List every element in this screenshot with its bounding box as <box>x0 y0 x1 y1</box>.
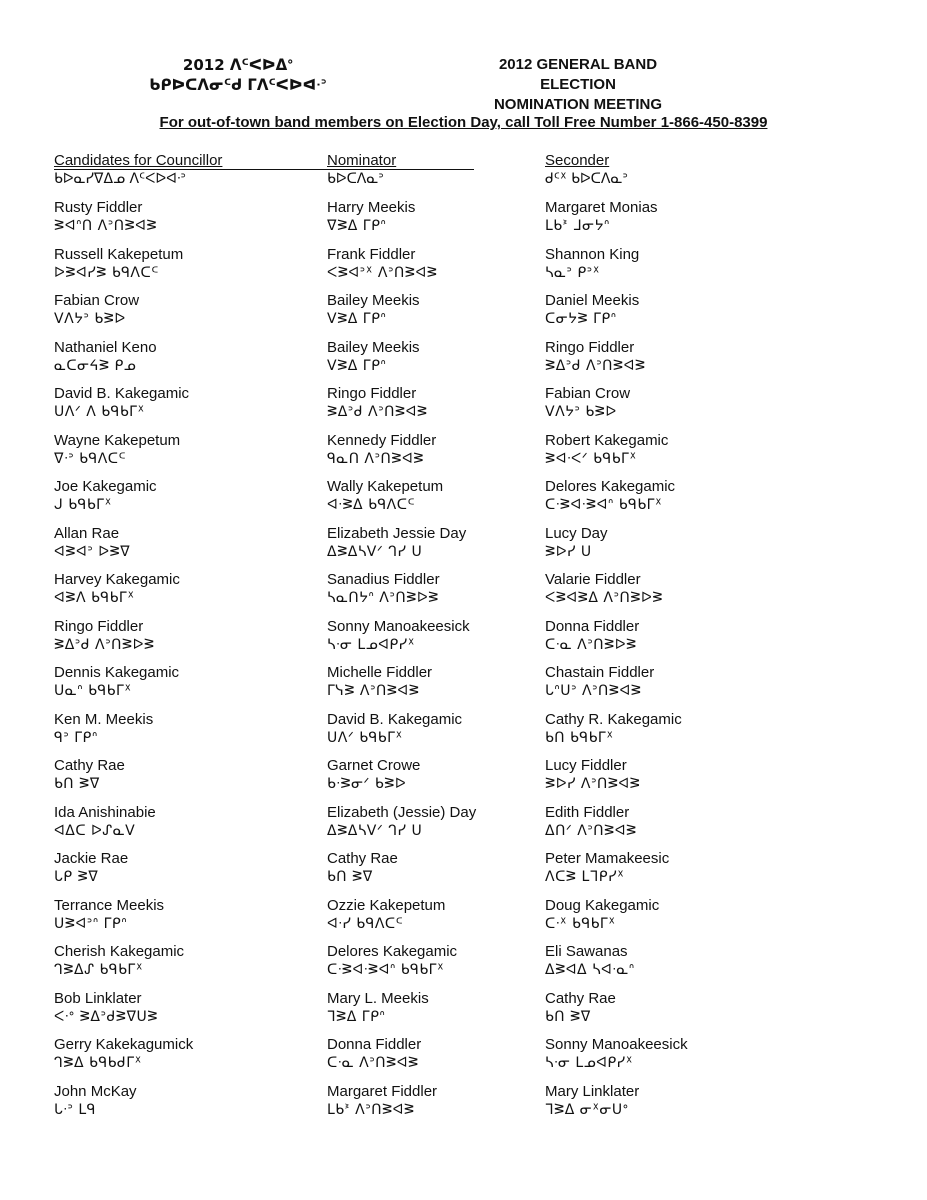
seconder-name-syllabic: ᑲᑎ ᑲᑫᑲᒥᕽ <box>545 729 614 746</box>
seconder-cell <box>545 571 663 607</box>
seconder-name: Eli Sawanas <box>545 943 628 960</box>
table-row <box>0 199 927 246</box>
nominator-name-syllabic: ᑕᐧᕒᐊᐧᕒᐊᐢ ᑲᑫᑲᒥᕽ <box>327 962 445 978</box>
candidate-name-syllabic: ᐁᐧᐣ ᑲᑫᐱᑕᒼ <box>54 450 127 467</box>
candidate-name: Gerry Kakekagumick <box>54 1036 194 1053</box>
seconder-name: Ringo Fiddler <box>545 338 635 356</box>
candidate-cell <box>54 897 164 933</box>
header-syllabic <box>118 55 358 95</box>
candidate-name-syllabic: ᐯᐱᔭᐣ ᑲᕒᐅ <box>54 311 126 327</box>
candidate-name-syllabic: ᒉᕒᐃ ᑲᑫᑲᑯᒥᕽ <box>54 1055 142 1071</box>
nominator-cell <box>327 850 398 886</box>
candidate-name: Ida Anishinabie <box>54 803 156 821</box>
candidate-name-syllabic: ᑌᕒᐊᐣᐢ ᒥᑭᐢ <box>54 915 128 932</box>
seconder-cell <box>545 990 616 1026</box>
nominator-cell <box>327 478 443 514</box>
seconder-name-syllabic: ᐸᕒᐊᕒᐃ ᐱᐣᑎᕒᐅᕒ <box>545 590 663 606</box>
candidate-cell <box>54 525 130 561</box>
seconder-cell <box>545 292 639 328</box>
table-row <box>0 804 927 851</box>
candidate-name-syllabic: ᑌᓇᐢ ᑲᑫᑲᒥᕽ <box>54 683 132 699</box>
candidate-name: Wayne Kakepetum <box>54 431 181 449</box>
nominator-name-syllabic: ᑕᐧᓇ ᐱᐣᑎᕒᐊᕒ <box>327 1055 419 1071</box>
seconder-name: Peter Mamakeesic <box>545 850 670 867</box>
candidate-name-syllabic: ᑲᑎ ᕒᐁ <box>54 776 100 792</box>
table-row <box>0 525 927 572</box>
table-row <box>0 1036 927 1083</box>
nominator-name: Sonny Manoakeesick <box>327 617 470 635</box>
seconder-cell <box>545 1036 688 1072</box>
nominator-name: Ozzie Kakepetum <box>327 896 446 914</box>
table-row <box>0 711 927 758</box>
candidate-name-syllabic: ᒉᕒᐃᔑ ᑲᑫᑲᒥᕽ <box>54 962 143 978</box>
candidate-name: Harvey Kakegamic <box>54 571 180 588</box>
nominator-cell <box>327 804 476 840</box>
seconder-name-syllabic: ᒐᐢᑌᐣ ᐱᐣᑎᕒᐊᕒ <box>545 683 642 699</box>
seconder-cell <box>545 199 658 235</box>
candidate-cell <box>54 571 180 607</box>
seconder-name-syllabic: ᕒᐅᓯ ᑌ <box>545 543 592 560</box>
nominator-cell <box>327 292 420 328</box>
seconder-name: Chastain Fiddler <box>545 664 655 681</box>
column-header-seconder-syl: ᑯᑦᕽ ᑲᐅᑕᐱᓇᐣ <box>545 171 628 187</box>
seconder-name: Shannon King <box>545 245 640 263</box>
candidate-name-syllabic: ᐸᐧᐤ ᕒᐃᐣᑯᕒᐁᑌᕒ <box>54 1008 159 1025</box>
nominator-cell <box>327 246 437 282</box>
candidate-cell <box>54 850 128 886</box>
seconder-name: Robert Kakegamic <box>545 431 669 449</box>
candidate-cell <box>54 757 125 793</box>
candidate-cell <box>54 339 157 375</box>
table-row <box>0 757 927 804</box>
candidate-name-syllabic: ᒐᑭ ᕒᐁ <box>54 869 99 885</box>
candidate-name-syllabic: ᐊᕒᐊᐣ ᐅᕒᐁ <box>54 543 131 560</box>
column-header-seconder <box>545 152 628 188</box>
header-syllabic-line1: 2012 ᐱᑦᐸᐅᐃᐤ <box>182 56 294 74</box>
nominator-name: Frank Fiddler <box>327 245 416 263</box>
nominator-name: Bailey Meekis <box>327 292 420 309</box>
seconder-name-syllabic: ᕒᐅᓯ ᐱᐣᑎᕒᐊᕒ <box>545 776 641 792</box>
seconder-name-syllabic: ᕒᐊᐧᐸᐟ ᑲᑫᑲᒥᕽ <box>545 450 637 467</box>
seconder-name: Edith Fiddler <box>545 803 630 821</box>
header-english <box>462 55 694 115</box>
seconder-name: Fabian Crow <box>545 385 631 402</box>
nominator-name: Mary L. Meekis <box>327 989 429 1007</box>
candidate-name: Russell Kakepetum <box>54 245 184 263</box>
nominator-name: Elizabeth Jessie Day <box>327 524 467 542</box>
seconder-cell <box>545 1083 639 1119</box>
candidate-name: Joe Kakegamic <box>54 478 157 495</box>
nominator-cell <box>327 571 440 607</box>
candidate-cell <box>54 432 180 468</box>
seconder-cell <box>545 804 637 840</box>
seconder-cell <box>545 757 640 793</box>
table-row <box>0 943 927 990</box>
seconder-name-syllabic: ᕒᐃᐣᑯ ᐱᐣᑎᕒᐊᕒ <box>545 357 646 374</box>
nominator-cell <box>327 199 415 235</box>
seconder-cell <box>545 339 646 375</box>
seconder-name-syllabic: ᑕᐧᕽ ᑲᑫᑲᒥᕽ <box>545 915 616 932</box>
candidate-cell <box>54 1083 137 1119</box>
seconder-name: Delores Kakegamic <box>545 478 676 495</box>
nominator-name-syllabic: ᑲᐧᕒᓂᐟ ᑲᕒᐅ <box>327 776 407 792</box>
nominator-name-syllabic: ᐃᕒᐃᓴᐯᐟ ᒉᓯ ᑌ <box>327 543 423 560</box>
column-header-nominator-en: Nominator <box>327 152 397 169</box>
seconder-name: Doug Kakegamic <box>545 896 660 914</box>
nominator-name: Delores Kakegamic <box>327 943 458 960</box>
nominator-name: Sanadius Fiddler <box>327 571 440 588</box>
seconder-name: Margaret Monias <box>545 199 658 216</box>
candidate-cell <box>54 711 153 747</box>
candidate-cell <box>54 804 156 840</box>
seconder-name: Cathy R. Kakegamic <box>545 710 682 728</box>
column-header-seconder-en: Seconder <box>545 152 610 169</box>
nominator-name: Elizabeth (Jessie) Day <box>327 803 477 821</box>
nominator-cell <box>327 1036 421 1072</box>
header-divider <box>54 169 474 170</box>
table-row <box>0 478 927 525</box>
table-row <box>0 664 927 711</box>
header-title: 2012 GENERAL BAND ELECTION <box>498 56 658 93</box>
candidate-name-syllabic: ᐊᐃᑕ ᐅᔑᓇᐯ <box>54 822 136 839</box>
candidate-name: Dennis Kakegamic <box>54 664 180 681</box>
candidate-name: Jackie Rae <box>54 850 129 867</box>
table-row <box>0 897 927 944</box>
candidate-cell <box>54 199 157 235</box>
seconder-name: Lucy Day <box>545 524 608 542</box>
seconder-name-syllabic: ᒣᕒᐃ ᓂᕽᓂᑌᐤ <box>545 1101 629 1118</box>
nominator-cell <box>327 711 462 747</box>
seconder-cell <box>545 897 659 933</box>
candidate-name-syllabic: ᑌᐱᐟ ᐱ ᑲᑫᑲᒥᕽ <box>54 404 145 420</box>
candidate-name: Allan Rae <box>54 524 120 542</box>
column-header-nominator-syl: ᑲᐅᑕᐱᓇᐣ <box>327 171 384 187</box>
nominator-cell <box>327 757 420 793</box>
nominator-name-syllabic: ᑌᐱᐟ ᑲᑫᑲᒥᕽ <box>327 729 403 746</box>
nominator-name: Michelle Fiddler <box>327 664 433 681</box>
nominator-cell <box>327 525 466 561</box>
nominator-cell <box>327 664 432 700</box>
table-row <box>0 339 927 386</box>
nominator-name: Kennedy Fiddler <box>327 431 437 449</box>
seconder-cell <box>545 618 639 654</box>
header-syllabic-line2: ᑲᑭᐅᑕᐱᓂᑦᑯ ᒥᐱᑦᐸᐅᐊᐧᐣ <box>149 76 327 94</box>
candidate-name: Ringo Fiddler <box>54 617 144 635</box>
candidate-name: Cherish Kakegamic <box>54 943 185 960</box>
seconder-name-syllabic: ᓴᐧᓂ ᒪᓄᐊᑭᓯᕽ <box>545 1055 633 1071</box>
seconder-cell <box>545 850 669 886</box>
candidate-name-syllabic: ᑫᐣ ᒥᑭᐢ <box>54 729 98 746</box>
seconder-cell <box>545 478 675 514</box>
candidate-cell <box>54 664 179 700</box>
nominator-cell <box>327 990 429 1026</box>
nominator-cell <box>327 943 457 979</box>
nominator-name: Harry Meekis <box>327 199 416 216</box>
candidate-name-syllabic: ᐊᕒᐱ ᑲᑫᑲᒥᕽ <box>54 590 135 606</box>
seconder-cell <box>545 525 608 561</box>
column-header-nominator <box>327 152 396 188</box>
nominator-cell <box>327 897 445 933</box>
nominator-name: Bailey Meekis <box>327 338 420 356</box>
nominator-name: David B. Kakegamic <box>327 710 463 728</box>
candidate-name: Rusty Fiddler <box>54 199 143 216</box>
nominator-name-syllabic: ᐊᐧᓯ ᑲᑫᐱᑕᒼ <box>327 915 404 932</box>
table-row <box>0 618 927 665</box>
nominator-name-syllabic: ᐸᕒᐊᐣᕽ ᐱᐣᑎᕒᐊᕒ <box>327 264 438 281</box>
seconder-name-syllabic: ᐃᕒᐊᐃ ᓴᐊᐧᓇᐢ <box>545 962 635 978</box>
nominator-name: Wally Kakepetum <box>327 478 444 495</box>
seconder-cell <box>545 385 630 421</box>
nominator-cell <box>327 618 470 654</box>
nominator-name-syllabic: ᑫᓇᑎ ᐱᐣᑎᕒᐊᕒ <box>327 450 424 467</box>
candidate-name: John McKay <box>54 1082 137 1100</box>
nominator-name-syllabic: ᐃᕒᐃᓴᐯᐟ ᒉᓯ ᑌ <box>327 822 423 839</box>
column-header-candidates-en: Candidates for Councillor <box>54 152 223 169</box>
nominator-name-syllabic: ᒥᓭᕒ ᐱᐣᑎᕒᐊᕒ <box>327 683 420 699</box>
candidate-name: David B. Kakegamic <box>54 385 190 402</box>
candidate-cell <box>54 990 158 1026</box>
candidate-name-syllabic: ᐅᕒᐊᓯᕒ ᑲᑫᐱᑕᒼ <box>54 264 159 281</box>
candidate-name: Nathaniel Keno <box>54 338 157 356</box>
table-row <box>0 292 927 339</box>
candidate-name: Bob Linklater <box>54 989 142 1007</box>
candidate-name-syllabic: ᕒᐊᐢᑎ ᐱᐣᑎᕒᐊᕒ <box>54 218 158 234</box>
nominator-name-syllabic: ᑲᑎ ᕒᐁ <box>327 869 373 885</box>
candidate-cell <box>54 1036 193 1072</box>
nominator-name-syllabic: ᓴᐧᓂ ᒪᓄᐊᑭᓯᕽ <box>327 636 415 653</box>
seconder-cell <box>545 664 654 700</box>
candidate-cell <box>54 943 184 979</box>
seconder-name-syllabic: ᐃᑎᐟ ᐱᐣᑎᕒᐊᕒ <box>545 822 637 839</box>
nominator-name: Margaret Fiddler <box>327 1082 438 1100</box>
nominator-name-syllabic: ᐊᐧᕒᐃ ᑲᑫᐱᑕᒼ <box>327 497 416 513</box>
candidate-name-syllabic: ᒍ ᑲᑫᑲᒥᕽ <box>54 497 112 513</box>
nominator-cell <box>327 339 420 375</box>
candidate-name: Ken M. Meekis <box>54 710 154 728</box>
candidate-name: Cathy Rae <box>54 757 125 774</box>
seconder-name-syllabic: ᒪᑲᕑ ᒧᓂᔭᐢ <box>545 218 610 234</box>
candidate-name-syllabic: ᒐᐧᐣ ᒪᑫ <box>54 1101 96 1118</box>
nominator-name-syllabic: ᐯᕒᐃ ᒥᑭᐢ <box>327 311 387 327</box>
seconder-name: Lucy Fiddler <box>545 757 627 774</box>
column-header-candidates <box>54 152 222 188</box>
nominator-name: Donna Fiddler <box>327 1036 422 1053</box>
seconder-name-syllabic: ᑕᐧᓇ ᐱᐣᑎᕒᐅᕒ <box>545 636 637 653</box>
nominator-cell <box>327 385 428 421</box>
nomination-list <box>0 199 927 1129</box>
nominator-cell <box>327 1083 437 1119</box>
seconder-name: Daniel Meekis <box>545 292 640 309</box>
candidate-name-syllabic: ᕒᐃᐣᑯ ᐱᐣᑎᕒᐅᕒ <box>54 636 155 653</box>
column-header-candidates-syl: ᑲᐅᓇᓯᐁᐃᓄ ᐱᑦᐸᐅᐊᐧᐣ <box>54 171 186 187</box>
nominator-name-syllabic: ᐯᕒᐃ ᒥᑭᐢ <box>327 357 387 374</box>
candidate-cell <box>54 246 183 282</box>
candidate-name-syllabic: ᓇᑕᓂᔦᕒ ᑭᓄ <box>54 357 137 374</box>
seconder-name: Mary Linklater <box>545 1082 640 1100</box>
candidate-name: Terrance Meekis <box>54 896 165 914</box>
table-row <box>0 432 927 479</box>
seconder-cell <box>545 943 635 979</box>
nominator-name: Garnet Crowe <box>327 757 421 774</box>
table-row <box>0 1083 927 1130</box>
seconder-name-syllabic: ᐱᑕᕒ ᒪᒣᑭᓯᕽ <box>545 869 625 885</box>
seconder-name-syllabic: ᑕᓂᔭᕒ ᒥᑭᐢ <box>545 311 617 327</box>
candidate-cell <box>54 385 189 421</box>
nominator-name-syllabic: ᓴᓇᑎᔭᐢ ᐱᐣᑎᕒᐅᕒ <box>327 590 439 606</box>
table-row <box>0 990 927 1037</box>
seconder-name-syllabic: ᐯᐱᔭᐣ ᑲᕒᐅ <box>545 404 617 420</box>
nominator-name-syllabic: ᒪᑲᕑ ᐱᐣᑎᕒᐊᕒ <box>327 1101 415 1118</box>
nominator-name: Ringo Fiddler <box>327 385 417 402</box>
seconder-name: Donna Fiddler <box>545 617 640 635</box>
seconder-cell <box>545 432 668 468</box>
seconder-name-syllabic: ᓴᓇᐣ ᑭᐣᕽ <box>545 264 600 281</box>
nominator-name-syllabic: ᒣᕒᐃ ᒥᑭᐢ <box>327 1008 386 1025</box>
nominator-name: Cathy Rae <box>327 850 398 867</box>
nominator-name-syllabic: ᕒᐃᐣᑯ ᐱᐣᑎᕒᐊᕒ <box>327 404 428 420</box>
candidate-name: Fabian Crow <box>54 292 140 309</box>
table-row <box>0 571 927 618</box>
seconder-name: Sonny Manoakeesick <box>545 1036 688 1053</box>
nominator-name-syllabic: ᐁᕒᐃ ᒥᑭᐢ <box>327 218 387 234</box>
seconder-cell <box>545 711 682 747</box>
seconder-name-syllabic: ᑕᐧᕒᐊᐧᕒᐊᐢ ᑲᑫᑲᒥᕽ <box>545 497 663 513</box>
table-row <box>0 385 927 432</box>
seconder-name: Cathy Rae <box>545 989 616 1007</box>
candidate-cell <box>54 478 157 514</box>
candidate-cell <box>54 618 155 654</box>
table-row <box>0 850 927 897</box>
seconder-name-syllabic: ᑲᑎ ᕒᐁ <box>545 1008 591 1025</box>
nominator-cell <box>327 432 436 468</box>
seconder-cell <box>545 246 639 282</box>
seconder-name: Valarie Fiddler <box>545 571 641 588</box>
toll-free-notice: For out-of-town band members on Election Day, call Toll Free Number 1-866-450-8399 <box>159 114 768 131</box>
header-subtitle: NOMINATION MEETING <box>493 96 663 113</box>
table-row <box>0 246 927 293</box>
candidate-cell <box>54 292 139 328</box>
